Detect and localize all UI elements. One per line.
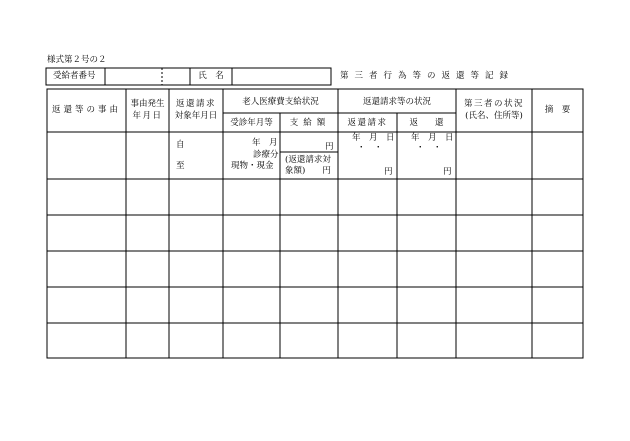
beneficiary-number-field[interactable]	[106, 69, 190, 84]
header-treatment-month: 受診年月等	[230, 118, 273, 128]
header-refund-target-line1: 返還請求	[175, 99, 216, 109]
treatment-type-line2: 現物・現金	[231, 161, 274, 171]
header-payment-amount: 支給額	[289, 118, 331, 128]
payment-yen-unit: 円	[325, 142, 334, 152]
beneficiary-number-label: 受給者番号	[53, 71, 96, 81]
refund-date-dots: ・ ・	[416, 143, 442, 153]
header-medical-payment-status: 老人医療費支給状況	[242, 97, 319, 107]
from-label: 自	[176, 140, 185, 150]
refund-target-amount-line2: 象額) 円	[285, 166, 331, 176]
treatment-year-month: 年 月	[252, 138, 278, 148]
header-occurrence-date-line1: 事由発生	[130, 99, 165, 109]
main-table-frame	[47, 89, 583, 358]
refund-request-yen-unit: 円	[384, 167, 393, 177]
refund-yen-unit: 円	[443, 167, 452, 177]
header-refund-request: 返還請求	[347, 118, 388, 128]
name-field[interactable]	[233, 69, 330, 84]
refund-request-date: 年 月 日	[352, 133, 395, 143]
header-summary: 摘 要	[544, 105, 571, 115]
header-third-party-line2: (氏名、住所等)	[465, 111, 523, 121]
refund-date: 年 月 日	[411, 133, 454, 143]
header-refund-target-line2: 対象年月日	[174, 111, 218, 121]
header-third-party-line1: 第三者の状況	[463, 99, 524, 109]
header-occurrence-date-line2: 年月日	[132, 111, 163, 121]
name-label: 氏 名	[198, 71, 224, 81]
refund-request-date-dots: ・ ・	[357, 143, 383, 153]
treatment-type-line1: 診療分	[253, 150, 279, 160]
to-label: 至	[176, 161, 185, 171]
form-label: 様式第２号の２	[47, 55, 107, 65]
header-refund: 返 還	[409, 118, 444, 128]
header-reason: 返還等の事由	[51, 105, 121, 115]
refund-target-amount-line1: (返還請求対	[285, 155, 331, 165]
header-refund-status: 返還請求等の状況	[362, 97, 431, 107]
record-title: 第三者行為等の返還等記録	[340, 71, 515, 81]
